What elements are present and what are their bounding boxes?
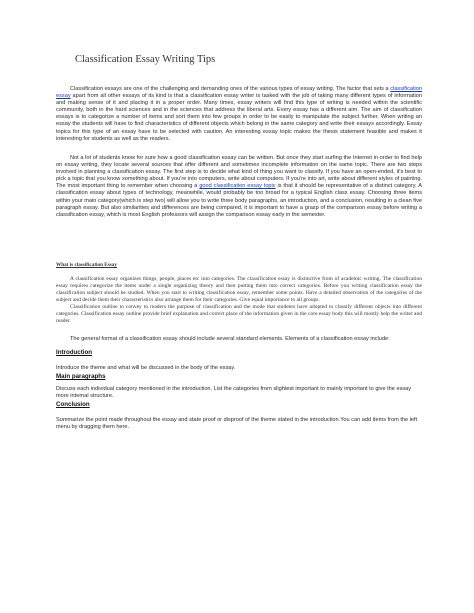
paragraph-2-text-a: Not a lot of students know for sure how a good classification essay can be written. But once they start surfing the Internet in order to find help on essay writing, they locate several sources that offer different and sometimes incomplete information on the same topic. There are two steps involved in planning a classification essay. The first step is to decide what kind of thing you want to classify. If you have an open-ended, it's best to pick a topic that you know something about. If you're into computers, write about computers. If you're into art, write about different styles of painting. The most important thing to remember when choosing a [56,155,422,190]
definition-paragraph-2: Classification outline to convey to readers the purpose of classification and the mode that students have adopted to classify different objects into different categories. Classification essay outline provide brief explanation and correct place of the information given in the core essay body this will mostly help the writer and reader. [56,304,422,324]
good-topic-link[interactable]: good classification essay topic [199,183,276,190]
paragraph-2-text-b: is that it should be representative of a distinct category. A classification essay about types of technology, meanwhile, would probably be too broad for a typical English class essay. Choosing three items within your main category(which is step two) will allow you to write three body paragraphs, an introduction, and a conclusion, resulting in a clean five paragraph essay. But also similarities and differences are being compared, it is important to have a grasp of the comparison essay before writing a classification essay, which is most English professors will assign the comparison essay early in the semester. [56,183,422,218]
introduction-text: Introduce the theme and what will be discussed in the body of the essay. [56,365,236,371]
paragraph-1-text-a: Classification essays are one of the challenging and demanding ones of the various types of essay writing. The factor that sets a [70,86,391,92]
definition-block [56,276,422,325]
what-is-heading: What is classification Essay [56,262,117,268]
paragraph-1-text-b: apart from all other essays of its kind is that a classification essay writer is tasked with the job of taking many different types of information and making sense of it and placing it in a proper order. Many times, essay writers will find this type of writing is needed within the scientific community, both in the hard sciences and in the sciences that address the liberal arts. Every essay has a different aim. The aim of classification essays is to categorize a number of items and sort them into few groups in order to be easily to manipulate the subject further. When writing an essay the students will have to find characteristics of different objects which belong in the same category and write their essays accordingly. Essay topics for this type of an essay have to be selected with caution. An interesting essay topic makes the thesis statement feasible and makes it interesting for students as well as the readers. [56,93,422,142]
intro-paragraph-block [56,86,422,143]
paragraph-1 [56,86,422,143]
main-paragraphs-text: Discuss each individual category mentioned in the introduction. List the categories from slightest important to mainly important to give the essay more internal structure. [56,386,412,400]
paragraph-2 [56,155,422,219]
conclusion-heading: Conclusion [56,401,90,408]
conclusion-text: Summarize the point made throughout the essay and state proof or disproof of the theme stated in the introduction.You can add items from the left menu by dragging them here. [56,417,418,431]
second-paragraph-block [56,155,422,219]
introduction-heading: Introduction [56,349,93,356]
definition-paragraph-1: A classification essay organizes things, people, places etc into categories. The classification essay is distinctive from of academic writing. The classification essay requires categorize the items under a single organizing theory and then putting them into correct categories. Before you writing classification essay the classification subject should be studied. When you start to writing classification essay, remember some points. Have a detailed observation of the categories of the subject and decide them their characteristics also arrange them for their categories. Give equal importance to all groups. [56,276,422,303]
classification-essay-link[interactable]: classification essay [56,86,422,100]
format-line-block [56,336,436,343]
general-format-text: The general format of a classification essay should include several standard elements. Elements of a classification essay include: [70,336,390,342]
main-paragraphs-heading: Main paragraphs [56,373,106,380]
document-title: Classification Essay Writing Tips [75,54,216,65]
